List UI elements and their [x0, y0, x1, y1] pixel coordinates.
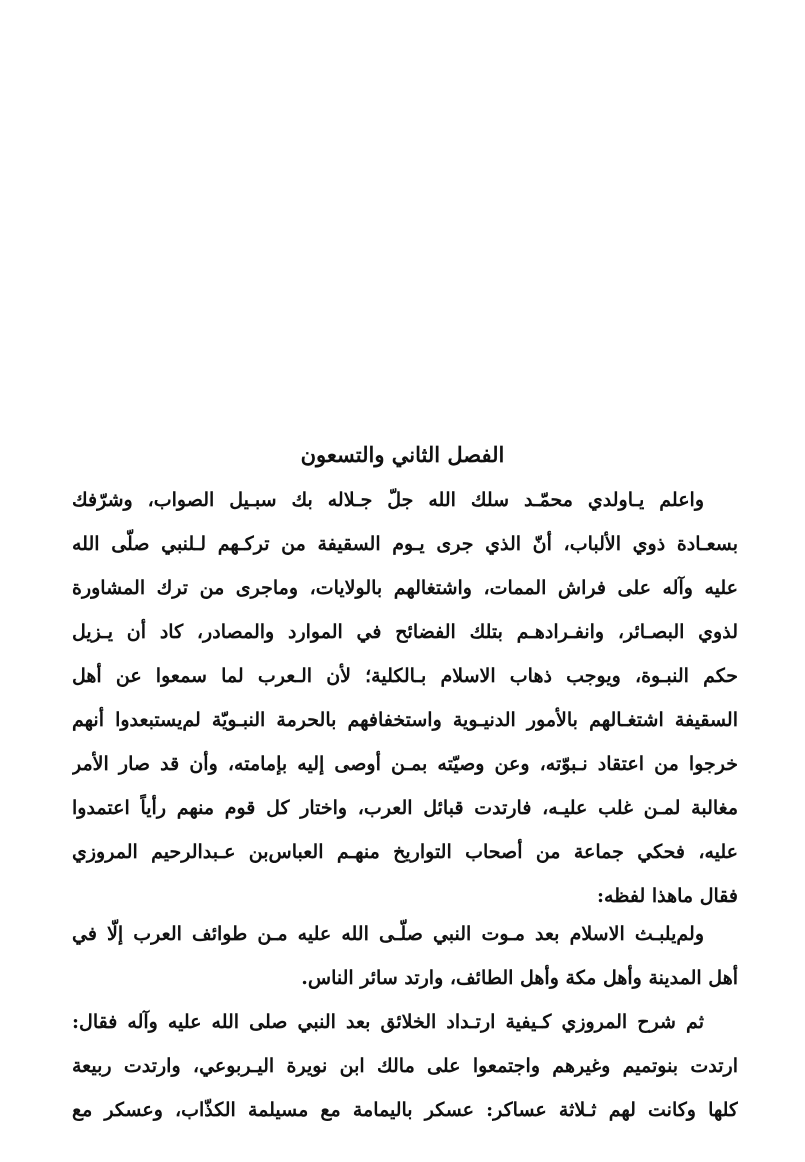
text-line: بسعـادة ذوي الألباب، أنّ الذي جرى يـوم السقيفة من تركـهم لـلنبي صلّى الله [72, 533, 738, 555]
text-line: لذوي البصـائر، وانفـرادهـم بتلك الفضائح في الموارد والمصادر، كاد أن يـزيل [72, 621, 738, 643]
text-line: فقال ماهذا لفظه: [597, 885, 738, 907]
paragraph-2 [72, 912, 738, 1000]
text-line: مغالبة لمـن غلب عليـه، فارتدت قبائل العرب، واختار كل قوم منهم رأياً اعتمدوا [72, 797, 738, 819]
text-line: واعلم يـاولدي محمّـد سلك الله جلّ جـلاله بك سبـيل الصواب، وشرّفك [72, 489, 704, 511]
paragraph-3 [72, 1000, 738, 1132]
text-line: عليه وآله على فراش الممات، واشتغالهم بالولايات، وماجرى من ترك المشاورة [72, 577, 738, 599]
text-line: عليه، فحكي جماعة من أصحاب التواريخ منهـم العباس‌بن عـبدالرحيم المروزي [72, 841, 738, 863]
text-line: السقيفة اشتغـالهم بالأمور الدنيـوية واستخفافهم بالحرمة النبـويّة لم‌يستبعدوا أنهم [72, 709, 738, 731]
text-line: خرجوا من اعتقاد نـبوّته، وعن وصيّته بمـن أوصى إليه بإمامته، وأن قد صار الأمر [72, 753, 738, 775]
text-line: أهل المدينة وأهل مكة وأهل الطائف، وارتد سائر الناس. [301, 967, 738, 989]
text-line: كلها وكانت لهم ثـلاثة عساكر: عسكر باليمامة مع مسيلمة الكذّاب، وعسكر مع [72, 1099, 738, 1121]
text-line: ثم شرح المروزي كـيفية ارتـداد الخلائق بعد النبي صلى الله عليه وآله فقال: [72, 1011, 704, 1033]
text-line: ولم‌يلبـث الاسلام بعد مـوت النبي صلّـى الله عليه مـن طوائف العرب إلّا في [72, 923, 704, 945]
text-line: حكم النبـوة، ويوجب ذهاب الاسلام بـالكلية؛ لأن الـعرب لما سمعوا عن أهل [72, 665, 738, 687]
chapter-title: الفصل الثاني والتسعون [300, 442, 505, 467]
paragraph-1 [72, 478, 738, 918]
text-line: ارتدت بنوتميم وغيرهم واجتمعوا على مالك ابن نويرة اليـربوعي، وارتدت ربيعة [72, 1055, 738, 1077]
